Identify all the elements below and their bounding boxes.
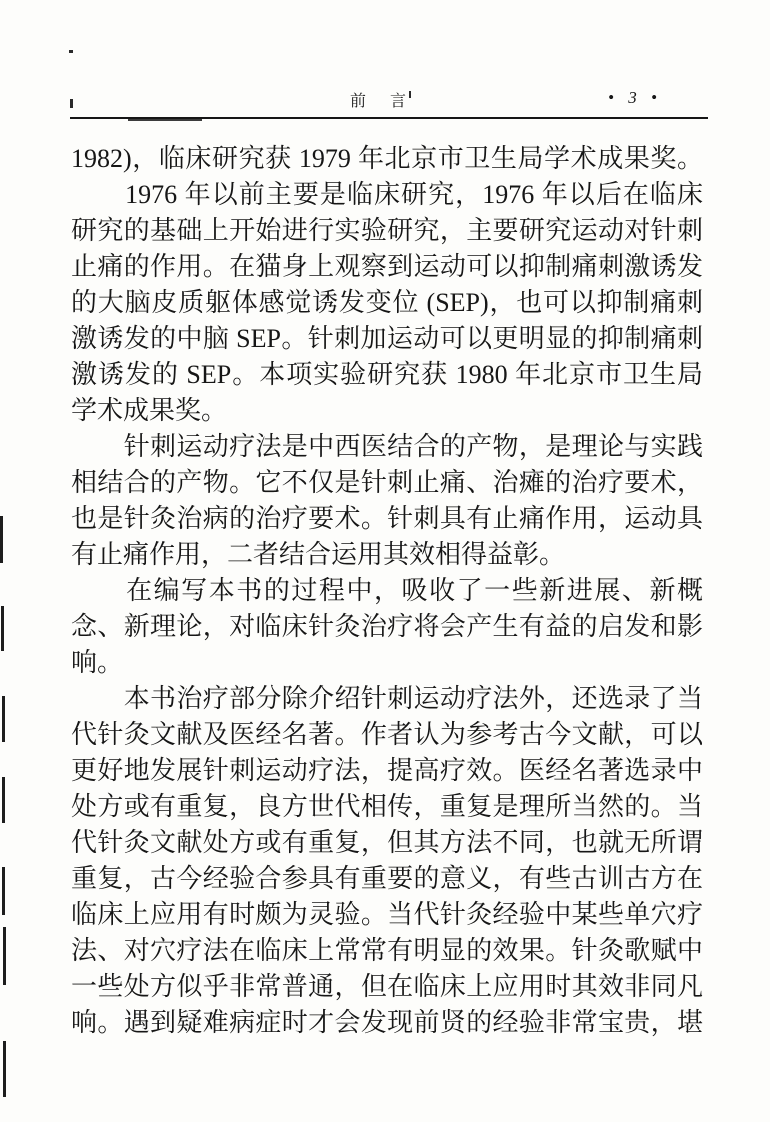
scan-speck [69, 50, 73, 53]
text-line: 代针灸文献及医经名著。作者认为参考古今文献，可以 [71, 720, 703, 749]
text-line: 1976 年以前主要是临床研究，1976 年以后在临床 [71, 180, 703, 209]
text-line: 针刺运动疗法是中西医结合的产物，是理论与实践 [71, 432, 703, 461]
text-line: 激诱发的 SEP。本项实验研究获 1980 年北京市卫生局 [71, 360, 703, 389]
text-line: 法、对穴疗法在临床上常常有明显的效果。针灸歌赋中 [71, 936, 703, 965]
text-line: 学术成果奖。 [71, 396, 228, 425]
page-number: • 3 • [608, 88, 662, 107]
text-line: 临床上应用有时颇为灵验。当代针灸经验中某些单穴疗 [71, 900, 703, 929]
text-line: 止痛的作用。在猫身上观察到运动可以抑制痛刺激诱发 [71, 252, 703, 281]
text-line: 重复，古今经验合参具有重要的意义，有些古训古方在 [71, 864, 703, 893]
body-text [71, 141, 703, 1041]
text-line: 1982)，临床研究获 1979 年北京市卫生局学术成果奖。 [71, 144, 703, 173]
text-line: 也是针灸治病的治疗要术。针刺具有止痛作用，运动具 [71, 504, 703, 533]
text-line: 响。遇到疑难病症时才会发现前贤的经验非常宝贵，堪 [71, 1008, 703, 1037]
header-rule-smudge [128, 119, 202, 121]
scan-speck [70, 99, 73, 108]
text-line: 代针灸文献处方或有重复，但其方法不同，也就无所谓 [71, 828, 703, 857]
text-line: 处方或有重复，良方世代相传，重复是理所当然的。当 [71, 792, 703, 821]
text-line: 的大脑皮质躯体感觉诱发变位 (SEP)，也可以抑制痛刺 [71, 288, 703, 317]
chapter-title: 前 言 [350, 93, 411, 110]
binding-shadow-mark [3, 1041, 6, 1097]
text-line: 研究的基础上开始进行实验研究，主要研究运动对针刺 [71, 216, 703, 245]
text-line: 本书治疗部分除介绍针刺运动疗法外，还选录了当 [71, 684, 703, 713]
binding-shadow-mark [1, 606, 4, 651]
binding-shadow-mark [0, 516, 3, 563]
text-line: 响。 [71, 648, 124, 677]
text-line: 有止痛作用，二者结合运用其效相得益彰。 [71, 540, 566, 569]
binding-shadow-mark [2, 777, 5, 823]
text-line: 相结合的产物。它不仅是针刺止痛、治瘫的治疗要术， [71, 468, 703, 497]
text-line: 激诱发的中脑 SEP。针刺加运动可以更明显的抑制痛刺 [71, 324, 703, 353]
text-line: 更好地发展针刺运动疗法，提高疗效。医经名著选录中 [71, 756, 703, 785]
binding-shadow-mark [3, 927, 6, 985]
text-line: 一些处方似乎非常普通，但在临床上应用时其效非同凡 [71, 972, 703, 1001]
text-line: 在编写本书的过程中，吸收了一些新进展、新概 [71, 576, 703, 605]
binding-shadow-mark [2, 867, 5, 915]
binding-shadow-mark [2, 696, 5, 742]
text-line: 念、新理论，对临床针灸治疗将会产生有益的启发和影 [71, 612, 703, 641]
